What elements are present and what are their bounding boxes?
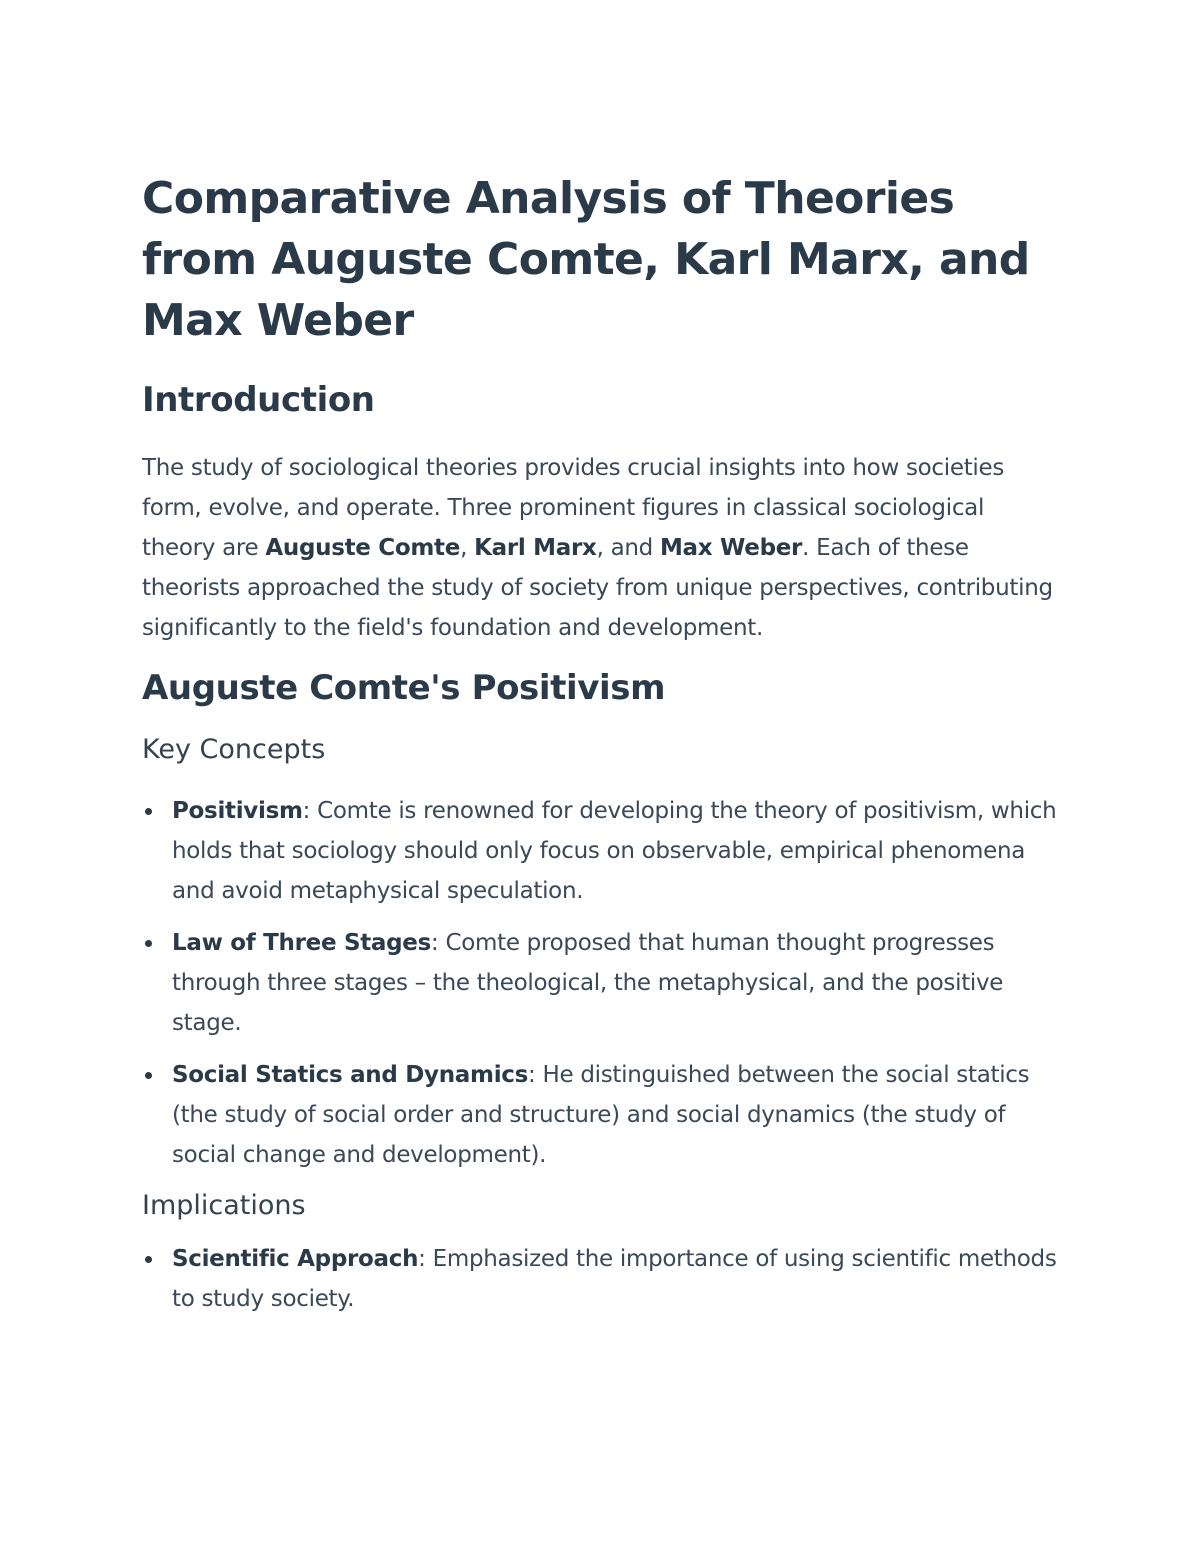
key-concepts-heading: Key Concepts — [142, 734, 326, 765]
name-auguste-comte: Auguste Comte — [265, 535, 461, 561]
document-page — [142, 168, 1062, 1319]
implications-heading: Implications — [142, 1190, 306, 1221]
item-text: : Emphasized the importance of using scientific methods to study society. — [172, 1246, 1057, 1312]
comte-section-heading: Auguste Comte's Positivism — [142, 668, 666, 708]
implications-list — [142, 1239, 1062, 1319]
name-max-weber: Max Weber — [659, 535, 803, 561]
list-item — [142, 1055, 1062, 1175]
list-item — [142, 791, 1062, 911]
intro-text-part-2: . Each of these theorists approached the study of society from unique perspectives, contributing significantly to the field's foundation and development. — [142, 535, 1053, 641]
intro-text-part-1: The study of sociological theories provides crucial insights into how societies form, evolve, and operate. Three prominent figures in classical sociological theory are — [142, 455, 1005, 561]
item-text: : He distinguished between the social statics (the study of social order and structure) and social dynamics (the study of social change and development). — [172, 1062, 1030, 1168]
item-text: : Comte is renowned for developing the theory of positivism, which holds that sociology should only focus on observable, empirical phenomena and avoid metaphysical speculation. — [172, 798, 1057, 904]
list-item — [142, 923, 1062, 1043]
intro-separator-2: , and — [596, 535, 660, 561]
document-title: Comparative Analysis of Theories from Auguste Comte, Karl Marx, and Max Weber — [142, 173, 1030, 346]
introduction-paragraph — [142, 448, 1062, 648]
item-term: Scientific Approach — [172, 1246, 419, 1272]
intro-separator-1: , — [460, 535, 475, 561]
item-term: Positivism — [172, 798, 303, 824]
key-concepts-list — [142, 791, 1062, 1175]
item-text: : Comte proposed that human thought progresses through three stages – the theological, the metaphysical, and the positive stage. — [172, 930, 1004, 1036]
introduction-heading: Introduction — [142, 380, 375, 420]
item-term: Law of Three Stages — [172, 930, 431, 956]
list-item — [142, 1239, 1062, 1319]
name-karl-marx: Karl Marx — [474, 535, 597, 561]
item-term: Social Statics and Dynamics — [172, 1062, 529, 1088]
